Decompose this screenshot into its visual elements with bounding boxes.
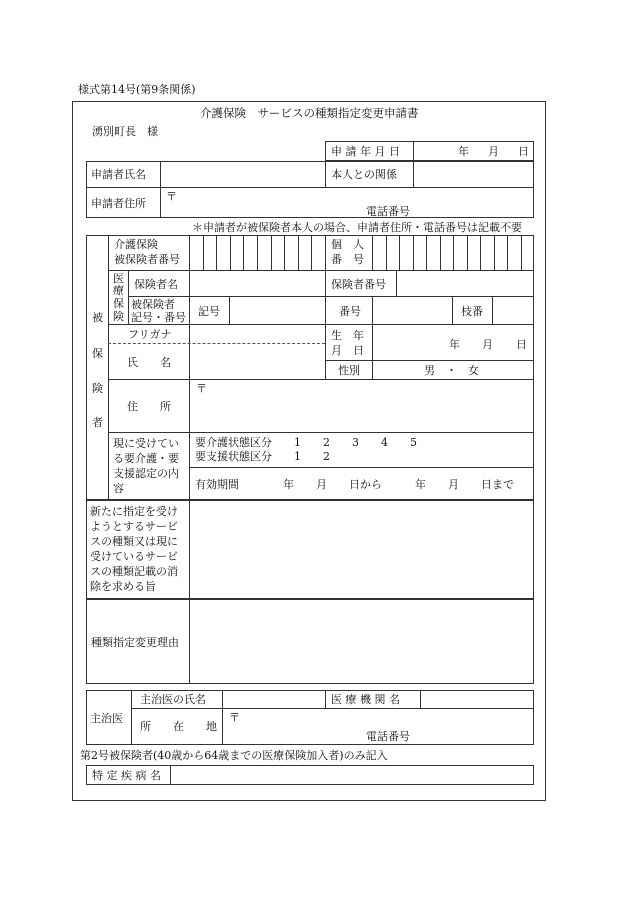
insured-no-digit-cell[interactable] [244, 236, 256, 269]
doctor-postal-mark: 〒 [229, 711, 240, 724]
birth-label-1: 生 年 [331, 329, 364, 342]
doctor-side-label: 主治医 [90, 712, 123, 725]
personal-no-label-1: 個 人 [331, 238, 364, 251]
applicant-name-field[interactable] [161, 162, 324, 186]
medical-label-3: 保 [113, 297, 124, 310]
support-level-options[interactable]: 要支援状態区分 1 2 [195, 450, 330, 463]
cert-label-4: 容 [113, 482, 124, 495]
insured-no-digit-cell[interactable] [272, 236, 284, 269]
insurer-name-label: 保険者名 [134, 278, 178, 291]
branch-field[interactable] [493, 297, 533, 323]
insurer-no-label: 保険者番号 [331, 278, 386, 291]
symbol-label: 記号 [198, 305, 220, 318]
personal-no-digit-cell[interactable] [373, 236, 385, 269]
applicant-address-field[interactable] [161, 188, 533, 217]
applicant-postal-mark: 〒 [166, 190, 177, 203]
number-label: 番号 [339, 305, 361, 318]
relation-label: 本人との関係 [331, 168, 397, 181]
personal-no-digit-cell[interactable] [414, 236, 426, 269]
personal-no-digit-cell[interactable] [454, 236, 466, 269]
insured-postal-mark: 〒 [196, 382, 207, 395]
relation-field[interactable] [414, 162, 533, 186]
disease-field[interactable] [171, 766, 533, 784]
addressee: 湧別町長 様 [92, 125, 158, 138]
doctor-location-label: 所 在 地 [140, 720, 217, 733]
birth-day: 日 [516, 338, 527, 351]
insured-no-digit-cell[interactable] [217, 236, 229, 269]
insured-side-label-2: 保 [92, 347, 103, 360]
cert-label-2: る要介護・要 [113, 452, 179, 465]
insured-no-digit-cell[interactable] [299, 236, 311, 269]
personal-no-label-2: 番 号 [331, 253, 364, 266]
symbol-field[interactable] [230, 297, 324, 323]
sex-options[interactable]: 男 ・ 女 [424, 364, 479, 377]
insurer-no-field[interactable] [397, 271, 533, 295]
doctor-phone-label: 電話番号 [366, 730, 410, 743]
reason-label: 種類指定変更理由 [91, 636, 179, 649]
application-date-field[interactable] [414, 142, 533, 160]
birth-month: 月 [482, 338, 493, 351]
disease-label: 特 定 疾 病 名 [92, 769, 161, 782]
insured-side-label-4: 者 [92, 416, 103, 429]
valid-period[interactable]: 有効期間 年 月 日から 年 月 日まで [195, 478, 514, 491]
applicant-note: ＊申請者が被保険者本人の場合、申請者住所・電話番号は記載不要 [192, 221, 522, 234]
reason-field[interactable] [190, 600, 533, 683]
furigana-field[interactable] [190, 325, 324, 342]
institution-label: 医 療 機 関 名 [331, 693, 400, 706]
insured-name-field[interactable] [190, 345, 324, 378]
request-label-2: ようとするサービ [90, 520, 178, 533]
personal-no-digit-cell[interactable] [427, 236, 439, 269]
insured-no-digit-cell[interactable] [285, 236, 297, 269]
personal-no-digit-cell[interactable] [481, 236, 493, 269]
care-level-options[interactable]: 要介護状態区分 1 2 3 4 5 [195, 436, 417, 449]
request-label-4: 受けているサービ [90, 550, 178, 563]
personal-no-digit-cell[interactable] [400, 236, 412, 269]
footer-note: 第2号被保険者(40歳から64歳までの医療保険加入者)のみ記入 [80, 749, 388, 762]
insured-no-digit-cell[interactable] [204, 236, 216, 269]
applicant-name-label: 申請者氏名 [91, 168, 146, 181]
cert-label-3: 支援認定の内 [113, 467, 179, 480]
institution-field[interactable] [421, 691, 533, 707]
personal-no-digit-cell[interactable] [468, 236, 480, 269]
insured-no-digit-cell[interactable] [231, 236, 243, 269]
personal-no-digit-cell[interactable] [441, 236, 453, 269]
birth-year: 年 [449, 338, 460, 351]
applicant-phone-label: 電話番号 [366, 205, 410, 218]
insured-no-digit-cell[interactable] [190, 236, 202, 269]
personal-no-digit-cell[interactable] [508, 236, 520, 269]
date-day: 日 [518, 145, 529, 158]
personal-no-digit-cell[interactable] [495, 236, 507, 269]
request-field[interactable] [190, 501, 533, 598]
form-number: 様式第14号(第9条関係) [78, 83, 196, 96]
insured-no-label-2: 被保険者番号 [114, 253, 180, 266]
date-year: 年 [458, 145, 469, 158]
birth-date-field[interactable] [373, 325, 533, 359]
doctor-name-label: 主治医の氏名 [140, 693, 206, 706]
request-label-6: 除を求める旨 [90, 580, 156, 593]
insurer-name-field[interactable] [190, 271, 324, 295]
card-label-1: 被保険者 [131, 298, 175, 311]
birth-label-2: 月 日 [331, 344, 364, 357]
branch-label: 枝番 [461, 305, 483, 318]
insured-side-label-1: 被 [92, 311, 103, 324]
card-label-2: 記号・番号 [131, 311, 186, 324]
furigana-label: フリガナ [128, 328, 172, 341]
medical-label-1: 医 [113, 272, 124, 285]
date-month: 月 [488, 145, 499, 158]
insured-name-label: 氏 名 [127, 356, 171, 369]
insured-side-label-3: 険 [92, 382, 103, 395]
cert-label-1: 現に受けてい [113, 437, 179, 450]
doctor-name-field[interactable] [223, 691, 324, 707]
personal-no-digit-cell[interactable] [387, 236, 399, 269]
insured-no-digit-cell[interactable] [312, 236, 324, 269]
sex-label: 性別 [338, 364, 360, 377]
request-label-1: 新たに指定を受け [90, 505, 178, 518]
request-label-3: スの種類又は現に [90, 535, 178, 548]
request-label-5: スの種類記載の消 [90, 565, 178, 578]
insured-address-label: 住 所 [127, 400, 171, 413]
medical-label-2: 療 [113, 284, 124, 297]
insured-no-label-1: 介護保険 [114, 238, 158, 251]
application-date-label: 申 請 年 月 日 [331, 145, 400, 158]
personal-no-digit-cell[interactable] [522, 236, 534, 269]
applicant-address-label: 申請者住所 [91, 197, 146, 210]
form-title: 介護保険 サービスの種類指定変更申請書 [200, 106, 419, 120]
doctor-location-field[interactable] [223, 709, 533, 744]
insured-address-field[interactable] [190, 380, 533, 431]
insured-no-digit-cell[interactable] [258, 236, 270, 269]
number-field[interactable] [373, 297, 451, 323]
medical-label-4: 険 [113, 310, 124, 323]
